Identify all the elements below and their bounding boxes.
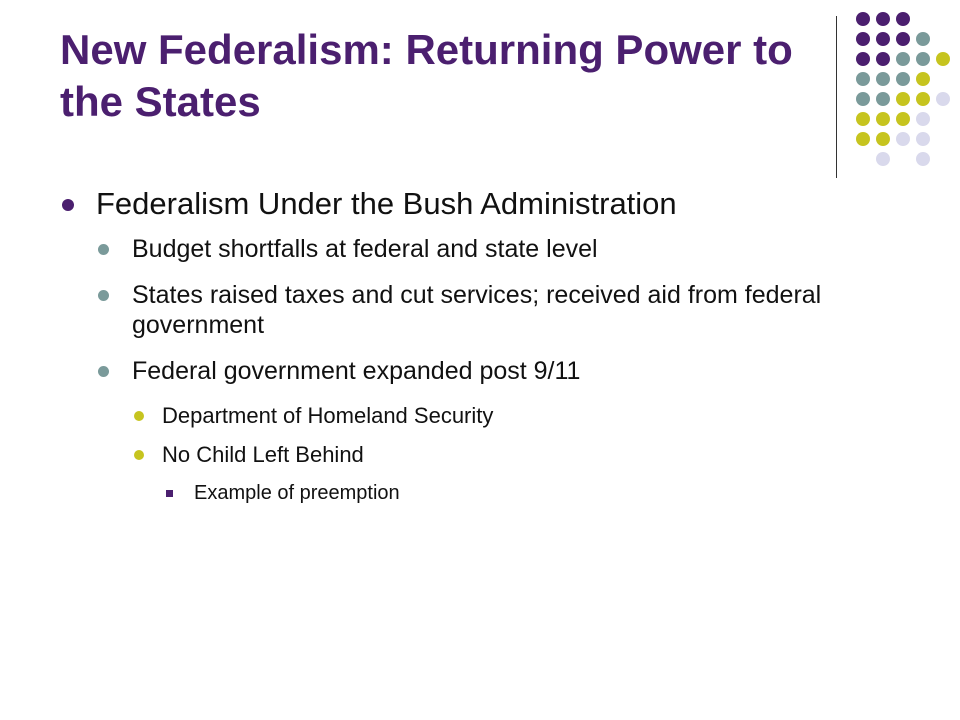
bullet-level3	[132, 402, 890, 430]
decorative-dot	[916, 152, 930, 166]
bullet-text: No Child Left Behind	[162, 442, 364, 467]
decorative-dot	[856, 32, 870, 46]
bullet-text: Budget shortfalls at federal and state level	[132, 235, 598, 263]
bullet-text: Federalism Under the Bush Administration	[96, 186, 677, 221]
bullet-text: Department of Homeland Security	[162, 403, 494, 428]
decorative-dot	[936, 52, 950, 66]
decorative-dot	[896, 32, 910, 46]
decorative-dot	[916, 92, 930, 106]
decorative-dot	[936, 92, 950, 106]
decorative-dot	[916, 52, 930, 66]
bullet-level2	[96, 280, 890, 340]
decorative-dot	[856, 72, 870, 86]
bullet-dot-icon	[98, 244, 109, 255]
decorative-dot	[896, 92, 910, 106]
decorative-dot	[876, 152, 890, 166]
decorative-dot	[896, 112, 910, 126]
bullet-dot-icon	[134, 450, 144, 460]
decorative-dot	[876, 32, 890, 46]
slide-title: New Federalism: Returning Power to the States	[60, 26, 793, 125]
decorative-dot	[896, 72, 910, 86]
decorative-dot	[856, 52, 870, 66]
bullet-dot-icon	[98, 290, 109, 301]
bullet-text: Federal government expanded post 9/11	[132, 357, 581, 385]
decorative-dot	[896, 132, 910, 146]
bullet-text: Example of preemption	[194, 482, 400, 504]
bullet-level2	[96, 234, 890, 264]
decorative-dot	[876, 132, 890, 146]
decorative-dot	[916, 132, 930, 146]
bullet-level3	[132, 441, 890, 469]
decorative-dot	[896, 12, 910, 26]
decorative-dot	[856, 92, 870, 106]
bullet-square-icon	[166, 490, 173, 497]
decorative-dot-grid	[850, 12, 960, 162]
bullet-dot-icon	[134, 411, 144, 421]
bullet-level1	[60, 184, 890, 224]
bullet-level2	[96, 356, 890, 386]
decorative-dot	[916, 112, 930, 126]
decorative-dot	[876, 52, 890, 66]
decorative-dot	[876, 112, 890, 126]
decorative-dot	[856, 112, 870, 126]
decorative-dot	[876, 92, 890, 106]
bullet-dot-icon	[98, 366, 109, 377]
decorative-dot	[856, 12, 870, 26]
bullet-dot-icon	[62, 199, 74, 211]
decorative-dot	[876, 72, 890, 86]
bullet-list	[60, 184, 890, 506]
bullet-level4	[162, 480, 890, 506]
decorative-dot	[856, 132, 870, 146]
decorative-dot	[876, 12, 890, 26]
decorative-dot	[916, 72, 930, 86]
decorative-dot	[916, 32, 930, 46]
decorative-divider	[836, 16, 837, 178]
decorative-dot	[896, 52, 910, 66]
bullet-text: States raised taxes and cut services; received aid from federal government	[132, 281, 822, 339]
